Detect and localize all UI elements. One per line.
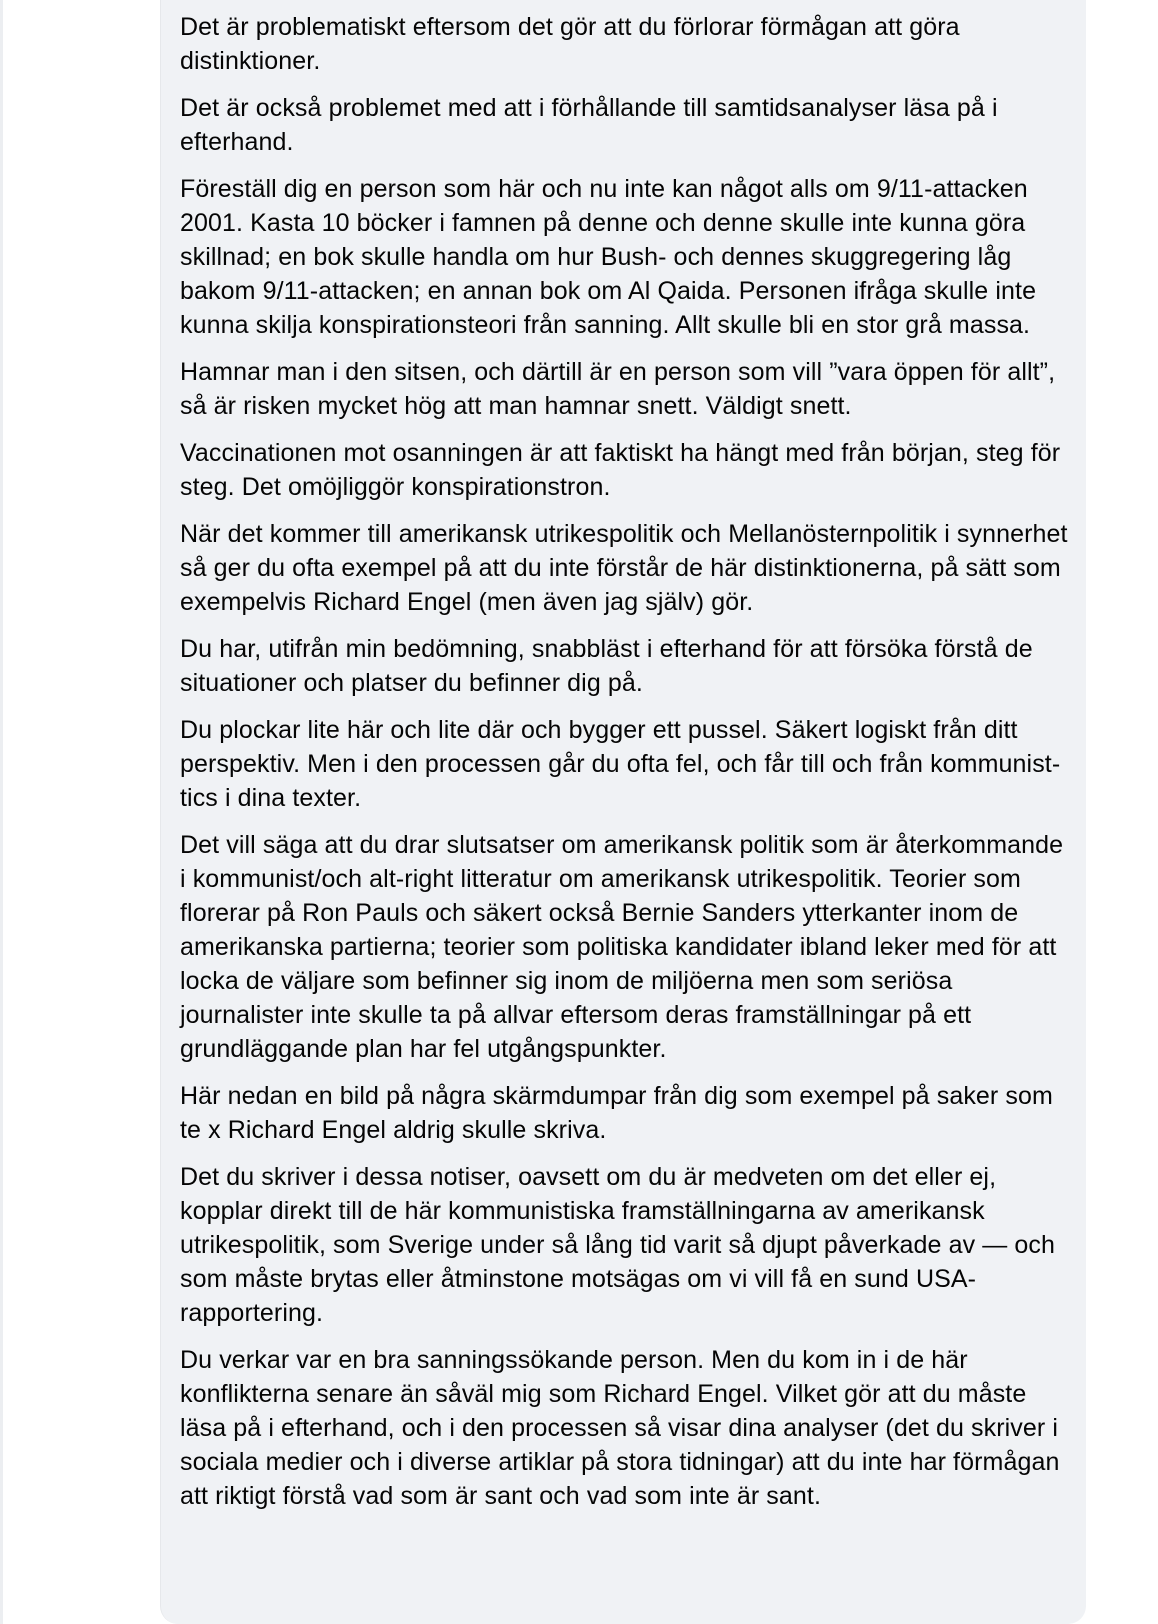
comment-paragraph: Det är också problemet med att i förhållande till samtidsanalyser läsa på i efterhand. (180, 94, 998, 156)
comment-paragraph: Du har, utifrån min bedömning, snabbläst i efterhand för att försöka förstå de situationer och platser du befinner dig på. (180, 635, 1033, 697)
comment-bubble (160, 0, 1086, 1624)
comment-paragraph: Du plockar lite här och lite där och bygger ett pussel. Säkert logiskt från ditt perspektiv. Men i den processen går du ofta fel, och får till och från kommunist-tics i dina texter. (180, 716, 1061, 812)
comment-paragraph: När det kommer till amerikansk utrikespolitik och Mellanösternpolitik i synnerhet så ger du ofta exempel på att du inte förstår de här distinktionerna, på sätt som exempelvis Richard Engel (men även jag själv) gör. (180, 520, 1068, 616)
comment-paragraph: Vaccinationen mot osanningen är att faktiskt ha hängt med från början, steg för steg. Det omöjliggör konspirationstron. (180, 439, 1061, 501)
comment-body (180, 10, 1070, 1513)
comment-paragraph: Du verkar var en bra sanningssökande person. Men du kom in i de här konflikterna senare än såväl mig som Richard Engel. Vilket gör att du måste läsa på i efterhand, och i den processen så visar dina analyser (det du skriver i sociala medier och i diverse artiklar på stora tidningar) att du inte har förmågan att riktigt förstå vad som är sant och vad som inte är sant. (180, 1346, 1060, 1510)
comment-paragraph: Föreställ dig en person som här och nu inte kan något alls om 9/11-attacken 2001. Kasta 10 böcker i famnen på denne och denne skulle inte kunna göra skillnad; en bok skulle handla om hur Bush- och dennes skuggregering låg bakom 9/11-attacken; en annan bok om Al Qaida. Personen ifråga skulle inte kunna skilja konspirationsteori från sanning. Allt skulle bli en stor grå massa. (180, 175, 1037, 339)
comment-paragraph: Här nedan en bild på några skärmdumpar från dig som exempel på saker som te x Richard Engel aldrig skulle skriva. (180, 1082, 1053, 1144)
comment-paragraph: Det vill säga att du drar slutsatser om amerikansk politik som är återkommande i kommunist/och alt-right litteratur om amerikansk utrikespolitik. Teorier som florerar på Ron Pauls och säkert också Bernie Sanders ytterkanter inom de amerikanska partierna; teorier som politiska kandidater ibland leker med för att locka de väljare som befinner sig inom de miljöerna men som seriösa journalister inte skulle ta på allvar eftersom deras framställningar på ett grundläggande plan har fel utgångspunkter. (180, 831, 1064, 1063)
comment-paragraph: Hamnar man i den sitsen, och därtill är en person som vill ”vara öppen för allt”, så är risken mycket hög att man hamnar snett. Väldigt snett. (180, 358, 1056, 420)
comment-paragraph: Det du skriver i dessa notiser, oavsett om du är medveten om det eller ej, kopplar direkt till de här kommunistiska framställningarna av amerikansk utrikespolitik, som Sverige under så lång tid varit så djupt påverkade av — och som måste brytas eller åtminstone motsägas om vi vill få en sund USA-rapportering. (180, 1163, 1056, 1327)
left-edge-divider (0, 0, 3, 1624)
comment-paragraph: Det är problematiskt eftersom det gör att du förlorar förmågan att göra distinktioner. (180, 13, 960, 75)
